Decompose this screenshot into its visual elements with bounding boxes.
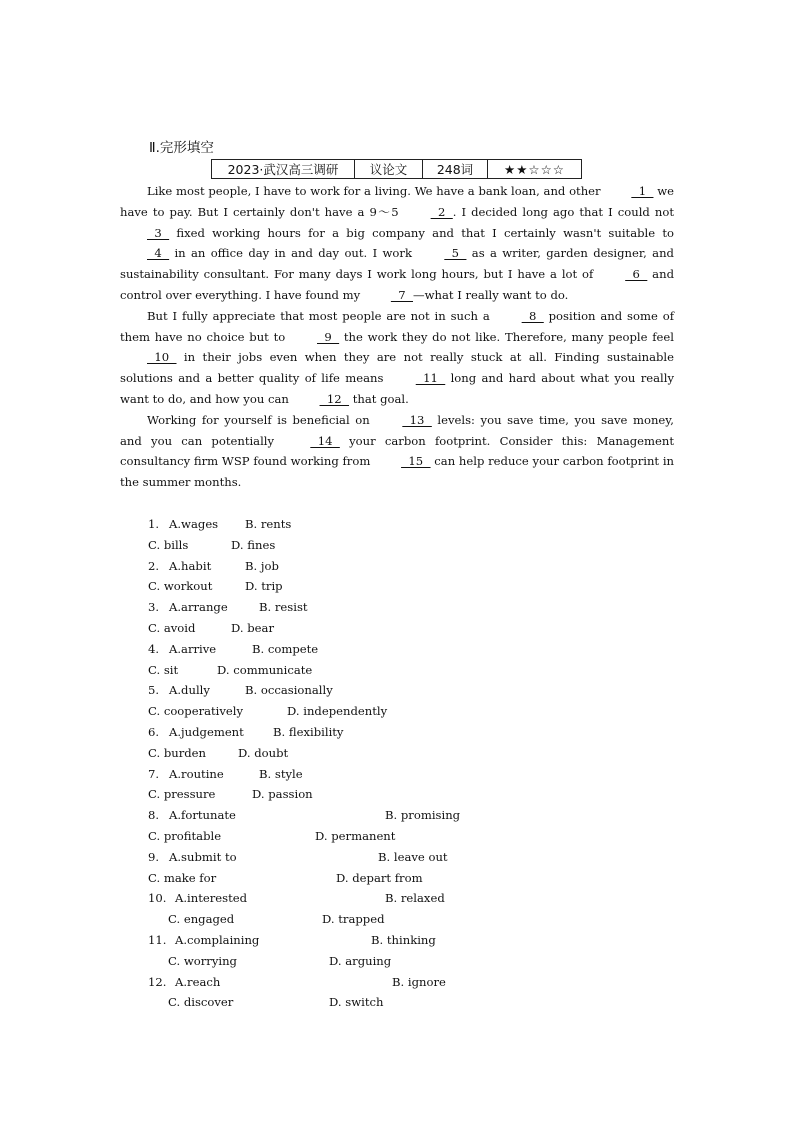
option-b: B. relaxed	[385, 891, 445, 906]
option-c: C. cooperatively	[148, 704, 244, 719]
option-row	[148, 764, 628, 785]
question-number: 6.	[148, 724, 160, 739]
option-d: D. communicate	[217, 662, 313, 677]
option-c: C. make for	[148, 870, 217, 885]
option-d: D. switch	[329, 995, 384, 1010]
option-b: B. compete	[252, 641, 319, 656]
option-d: D. arguing	[329, 953, 392, 968]
option-b: B. style	[259, 766, 303, 781]
option-c: C. avoid	[148, 620, 196, 635]
option-a: A.arrive	[169, 641, 217, 656]
section-title: Ⅱ.完形填空	[149, 140, 214, 156]
option-b: B. resist	[259, 600, 308, 615]
option-row	[148, 951, 628, 972]
question-number: 8.	[148, 808, 160, 823]
answer-blank: 11	[415, 371, 446, 386]
option-b: B. occasionally	[245, 683, 333, 698]
passage-text: —what I really want to do.	[413, 287, 569, 302]
answer-blank: 1	[631, 184, 654, 198]
option-row	[148, 576, 628, 597]
option-c: C. sit	[148, 662, 179, 677]
passage-paragraph	[120, 410, 674, 493]
option-row	[148, 680, 628, 701]
question-number: 10.	[148, 891, 167, 906]
question-number: 3.	[148, 600, 160, 615]
option-a: A.wages	[169, 517, 219, 531]
option-a: A.fortunate	[169, 808, 236, 823]
option-d: D. trapped	[322, 912, 385, 927]
option-b: B. ignore	[392, 974, 446, 989]
passage-text: in an office day in and day out. I work	[169, 246, 418, 261]
option-row	[148, 805, 628, 826]
answer-blank: 2	[430, 204, 453, 219]
answer-blank: 10	[147, 350, 177, 365]
option-d: D. doubt	[238, 745, 289, 760]
question-number: 11.	[148, 932, 167, 947]
question-number: 9.	[148, 849, 160, 864]
option-c: C. engaged	[168, 912, 235, 927]
option-c: C. bills	[148, 537, 189, 552]
answer-blank: 9	[317, 329, 340, 344]
answer-blank: 5	[444, 246, 467, 261]
question-number: 5.	[148, 683, 160, 698]
passage-text: position and some of them have no choice but to	[120, 308, 674, 344]
option-a: A.reach	[175, 974, 221, 989]
option-a: A.complaining	[175, 932, 260, 947]
question-number: 7.	[148, 766, 160, 781]
option-c: C. workout	[148, 579, 213, 594]
passage-text: the work they do not like. Therefore, many people feel	[339, 329, 674, 344]
option-row	[148, 992, 628, 1013]
answer-blank: 14	[310, 433, 340, 448]
option-b: B. rents	[245, 517, 292, 531]
option-a: A.habit	[169, 558, 212, 573]
option-row	[148, 847, 628, 868]
passage-paragraph	[120, 306, 674, 410]
option-row	[148, 909, 628, 930]
option-row	[148, 743, 628, 764]
option-a: A.submit to	[169, 849, 237, 864]
passage-text: that goal.	[349, 391, 409, 406]
option-d: D. fines	[231, 537, 276, 552]
option-c: C. discover	[168, 995, 234, 1010]
option-row	[148, 639, 628, 660]
answer-blank: 12	[319, 391, 350, 406]
answer-options	[148, 514, 628, 1013]
option-row	[148, 826, 628, 847]
option-b: B. leave out	[378, 849, 448, 864]
option-row	[148, 784, 628, 805]
question-number: 4.	[148, 641, 160, 656]
option-a: A.arrange	[169, 600, 228, 615]
passage-text: Working for yourself is beneficial on	[147, 412, 376, 427]
option-d: D. bear	[231, 620, 274, 635]
option-c: C. burden	[148, 745, 207, 760]
question-number: 2.	[148, 558, 160, 573]
passage-text: your carbon footprint. Consider this: Management consultancy firm WSP found working from	[120, 433, 675, 469]
option-a: A.judgement	[169, 724, 244, 739]
passage-text: in their jobs even when they are not really stuck at all. Finding sustainable solutions and a better quality of life means	[120, 350, 674, 386]
option-row	[148, 597, 628, 618]
passage-text: But I fully appreciate that most people are not in such a	[147, 308, 495, 323]
passage-text: and control over everything. I have found my	[120, 267, 674, 302]
answer-blank: 13	[402, 412, 432, 427]
passage-info-table	[211, 159, 582, 179]
option-row	[148, 618, 628, 639]
option-row	[148, 930, 628, 951]
option-row	[148, 722, 628, 743]
option-b: B. thinking	[371, 932, 436, 947]
option-b: B. promising	[385, 808, 461, 823]
passage-text: long and hard about what you really want to do, and how you can	[120, 371, 674, 406]
option-a: A.dully	[169, 683, 210, 698]
passage-paragraph	[120, 181, 674, 306]
option-row	[148, 701, 628, 722]
option-d: D. passion	[252, 787, 313, 802]
option-row	[148, 556, 628, 577]
option-row	[148, 868, 628, 889]
option-row	[148, 972, 628, 993]
option-c: C. pressure	[148, 787, 216, 802]
answer-blank: 15	[401, 454, 431, 469]
difficulty-cell: ★★☆☆☆	[503, 161, 566, 177]
word-count-cell: 248词	[423, 160, 488, 178]
answer-blank: 6	[625, 267, 648, 282]
passage-text: we have to pay. But I certainly don't have a 9～5	[120, 184, 674, 219]
option-d: D. independently	[287, 704, 388, 719]
passage-text: as a writer, garden designer, and sustainability consultant. For many days I work long hours, but I have a lot of	[120, 246, 674, 282]
answer-blank: 7	[390, 287, 413, 302]
question-number: 1.	[148, 517, 160, 531]
option-a: A.routine	[169, 766, 224, 781]
cloze-passage	[120, 181, 674, 493]
option-row	[148, 514, 628, 535]
option-row	[148, 888, 628, 909]
option-row	[148, 535, 628, 556]
option-d: D. trip	[245, 579, 283, 594]
passage-text: . I decided long ago that I could not	[452, 204, 675, 219]
option-b: B. flexibility	[273, 724, 344, 739]
question-number: 12.	[148, 974, 167, 989]
passage-text: can help reduce your carbon footprint in the summer months.	[120, 454, 675, 490]
answer-blank: 8	[521, 308, 544, 323]
option-b: B. job	[245, 558, 279, 573]
option-d: D. depart from	[336, 870, 423, 885]
answer-blank: 4	[147, 246, 170, 261]
genre-cell: 议论文	[355, 160, 423, 178]
passage-text: levels: you save time, you save money, and you can potentially	[120, 412, 674, 448]
option-c: C. worrying	[168, 953, 237, 968]
option-a: A.interested	[175, 891, 248, 906]
option-c: C. profitable	[148, 828, 222, 843]
option-row	[148, 660, 628, 681]
passage-text: Like most people, I have to work for a living. We have a bank loan, and other	[147, 184, 605, 198]
option-d: D. permanent	[315, 828, 396, 843]
source-cell: 2023·武汉高三调研	[212, 160, 355, 178]
answer-blank: 3	[147, 225, 170, 240]
passage-text: fixed working hours for a big company and that I certainly wasn't suitable to	[169, 225, 674, 240]
